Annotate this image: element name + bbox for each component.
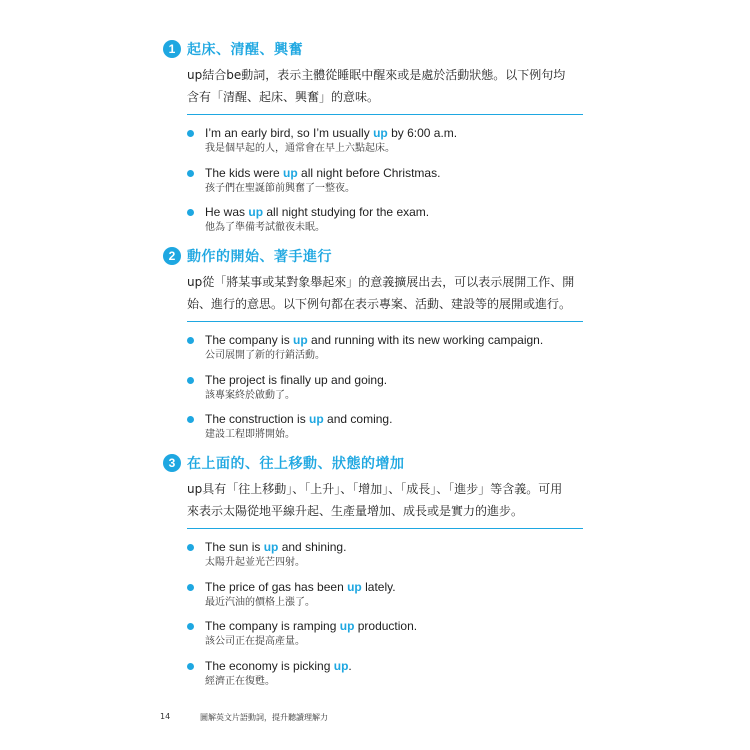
bullet-icon <box>187 544 194 551</box>
bullet-icon <box>187 170 194 177</box>
highlight-up: up <box>248 205 264 219</box>
example-english: The kids were up all night before Christmas. <box>205 165 441 180</box>
bullet-icon <box>187 584 194 591</box>
highlight-up: up <box>333 658 349 673</box>
section-divider <box>187 114 583 115</box>
section-description <box>187 478 587 522</box>
bullet-icon <box>187 623 194 630</box>
highlight-up: up <box>309 412 324 426</box>
example-english: I’m an early bird, so I’m usually up by 6:00 a.m. <box>205 126 458 140</box>
bullet-icon <box>187 209 194 216</box>
page-number: 14 <box>160 712 171 721</box>
example-translation: 該公司正在提高產量。 <box>205 636 305 647</box>
section-divider <box>187 528 583 529</box>
example-translation: 建設工程即將開始。 <box>205 429 295 440</box>
section-title: 動作的開始、著手進行 <box>187 249 332 265</box>
section-1 <box>163 38 583 244</box>
section-header <box>163 245 583 267</box>
bullet-icon <box>187 416 194 423</box>
section-title: 在上面的、往上移動、狀態的增加 <box>187 456 405 472</box>
example-item <box>187 579 583 619</box>
example-item <box>187 411 583 451</box>
example-translation: 最近汽油的價格上漲了。 <box>205 596 315 608</box>
description-line: 始、進行的意思。以下例句都在表示專案、活動、建設等的展開或進行。 <box>187 297 572 311</box>
example-english: The construction is up and coming. <box>205 412 393 426</box>
section-title: 起床、清醒、興奮 <box>187 42 303 58</box>
example-item <box>187 204 583 244</box>
section-3 <box>163 452 583 697</box>
highlight-up: up <box>339 619 355 633</box>
example-english: The company is ramping up production. <box>205 619 418 633</box>
section-header <box>163 452 583 474</box>
example-english: The price of gas has been up lately. <box>205 579 396 594</box>
example-translation: 經濟正在復甦。 <box>205 675 275 687</box>
highlight-up: up <box>283 165 298 180</box>
description-line: 來表示太陽從地平線升起、生產量增加、成長或是實力的進步。 <box>187 504 524 518</box>
example-list <box>187 332 583 451</box>
highlight-up: up <box>373 126 388 140</box>
section-number-badge: 1 <box>163 40 181 58</box>
description-line: up具有「往上移動」、「上升」、「增加」、「成長」、「進步」等含義。可用 <box>187 482 563 496</box>
example-english: The economy is picking up. <box>205 658 352 673</box>
example-english: The project is finally up and going. <box>205 372 388 387</box>
description-line: up從「將某事或某對象舉起來」的意義擴展出去，可以表示展開工作、開 <box>187 275 575 289</box>
example-item <box>187 165 583 205</box>
book-title: 圖解英文片語動詞，提升聽讀理解力 <box>200 713 328 722</box>
example-item <box>187 658 583 698</box>
example-english: He was up all night studying for the exam. <box>205 205 430 219</box>
section-number-badge: 3 <box>163 454 181 472</box>
example-list <box>187 125 583 244</box>
example-list <box>187 539 583 697</box>
highlight-up: up <box>263 540 279 554</box>
description-line: 含有「清醒、起床、興奮」的意味。 <box>187 90 380 104</box>
section-2 <box>163 245 583 451</box>
example-translation: 該專案終於啟動了。 <box>205 389 295 401</box>
highlight-up: up <box>293 333 308 347</box>
example-item <box>187 125 583 165</box>
example-item <box>187 372 583 412</box>
example-english: The company is up and running with its new working campaign. <box>205 333 544 347</box>
bullet-icon <box>187 663 194 670</box>
bullet-icon <box>187 130 194 137</box>
example-translation: 公司展開了新的行銷活動。 <box>205 350 325 361</box>
example-translation: 我是個早起的人，通常會在早上六點起床。 <box>205 143 395 154</box>
highlight-up: up <box>347 579 362 594</box>
section-number-badge: 2 <box>163 247 181 265</box>
section-divider <box>187 321 583 322</box>
section-description <box>187 271 587 315</box>
example-translation: 太陽升起並光芒四射。 <box>205 557 305 568</box>
example-english: The sun is up and shining. <box>205 540 347 554</box>
description-line: up結合be動詞，表示主體從睡眠中醒來或是處於活動狀態。以下例句均 <box>187 68 566 82</box>
example-item <box>187 539 583 579</box>
section-description <box>187 64 587 108</box>
example-translation: 孩子們在聖誕節前興奮了一整夜。 <box>205 182 355 194</box>
example-item <box>187 332 583 372</box>
example-translation: 他為了準備考試徹夜未眠。 <box>205 222 325 233</box>
section-header <box>163 38 583 60</box>
example-item <box>187 618 583 658</box>
bullet-icon <box>187 337 194 344</box>
bullet-icon <box>187 377 194 384</box>
